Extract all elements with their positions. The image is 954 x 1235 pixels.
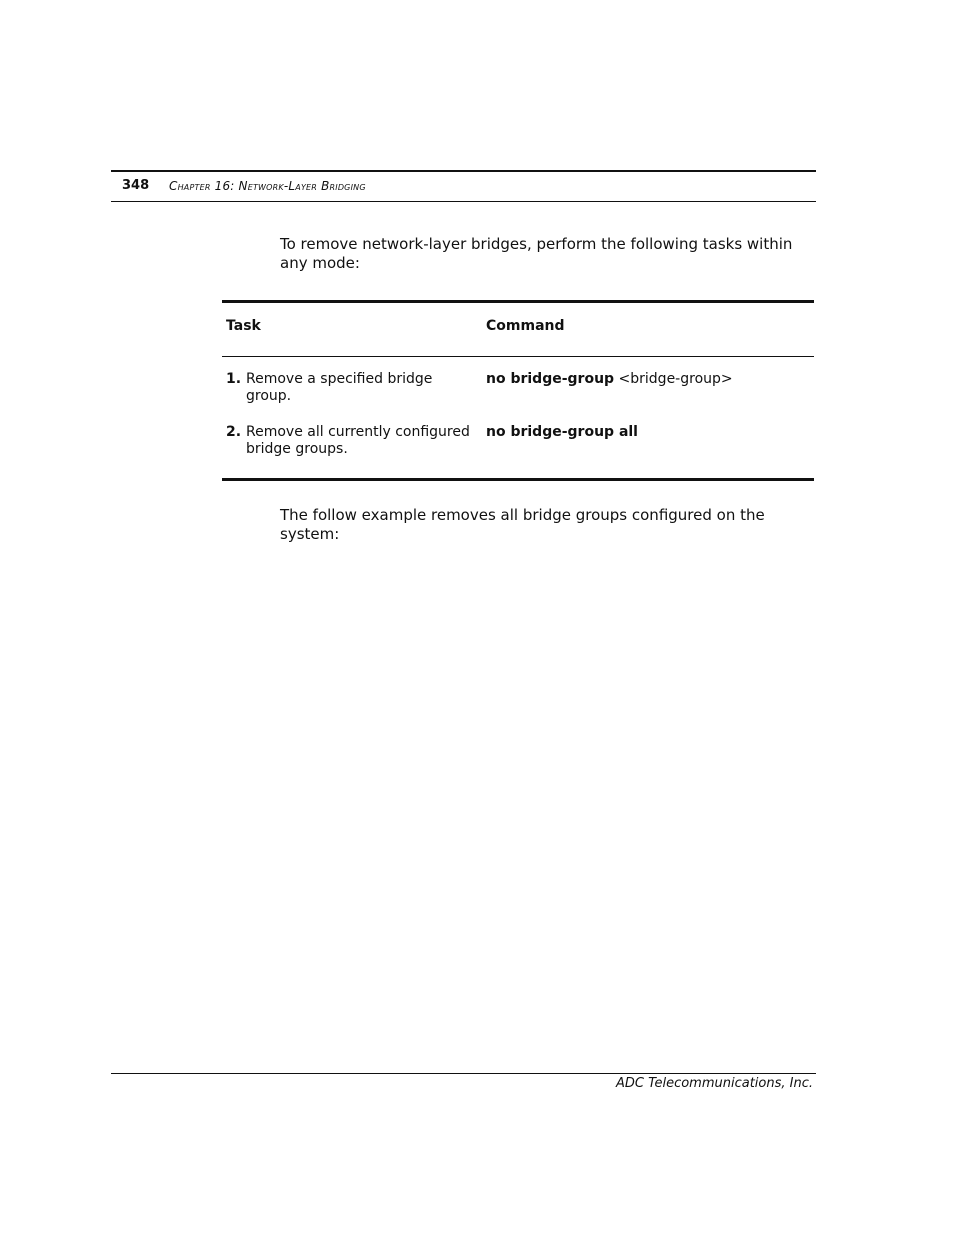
command-keyword: no bridge-group all xyxy=(486,424,638,440)
task-number: 2. xyxy=(226,424,242,440)
table-header-command: Command xyxy=(486,318,565,334)
task-description: Remove all currently configured bridge groups. xyxy=(246,424,470,457)
command-text xyxy=(486,371,733,387)
table-rule-bottom xyxy=(222,478,814,481)
intro-paragraph: To remove network-layer bridges, perform the following tasks within any mode: xyxy=(280,235,793,272)
task-number: 1. xyxy=(226,371,242,387)
command-text xyxy=(486,424,638,440)
command-keyword: no bridge-group xyxy=(486,371,615,387)
header-rule-top xyxy=(111,170,816,172)
task-description: Remove a specified bridge group. xyxy=(246,371,433,404)
table-rule-header xyxy=(222,356,814,357)
page-number: 348 xyxy=(122,178,150,193)
running-head: Chapter 16: Network-Layer Bridging xyxy=(169,179,366,193)
table-rule-top xyxy=(222,300,814,303)
footer-company: ADC Telecommunications, Inc. xyxy=(616,1076,813,1091)
table-header-task: Task xyxy=(226,318,261,334)
command-argument: <bridge-group> xyxy=(614,371,733,387)
example-intro-paragraph: The follow example removes all bridge groups configured on the system: xyxy=(280,506,765,543)
footer-rule xyxy=(111,1073,816,1074)
header-rule-bottom xyxy=(111,201,816,202)
